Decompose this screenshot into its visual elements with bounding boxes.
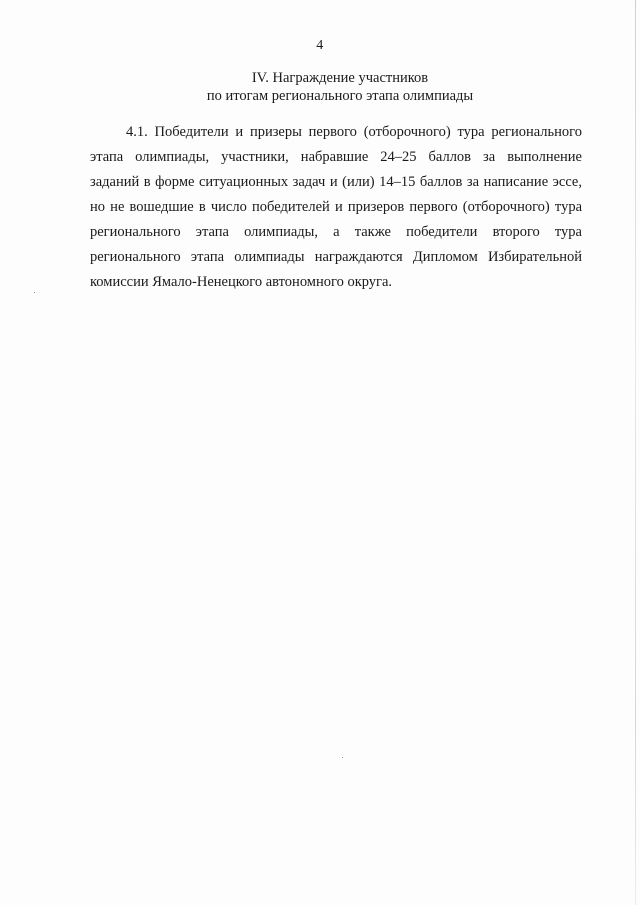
- section-heading-line-2: по итогам регионального этапа олимпиады: [206, 88, 474, 104]
- paragraph-line: этапа олимпиады, участники, набравшие 24–25 баллов за выполнение: [90, 149, 582, 165]
- scan-speck: [34, 292, 35, 293]
- page-edge-shadow: [635, 0, 636, 905]
- page-number: 4: [316, 38, 324, 53]
- paragraph-line: комиссии Ямало-Ненецкого автономного округа.: [90, 274, 393, 290]
- paragraph-line: регионального этапа олимпиады награждаются Дипломом Избирательной: [90, 249, 582, 265]
- scan-speck: [342, 757, 343, 758]
- section-heading-line-1: IV. Награждение участников: [251, 70, 429, 86]
- paragraph-line: регионального этапа олимпиады, а также победители второго тура: [90, 224, 582, 240]
- paragraph-line: но не вошедшие в число победителей и призеров первого (отборочного) тура: [90, 199, 582, 215]
- paragraph-line: 4.1. Победители и призеры первого (отборочного) тура регионального: [126, 124, 582, 140]
- paragraph-line: заданий в форме ситуационных задач и (или) 14–15 баллов за написание эссе,: [90, 174, 582, 190]
- section-heading: [60, 69, 620, 105]
- paragraph-4-1: [90, 120, 582, 295]
